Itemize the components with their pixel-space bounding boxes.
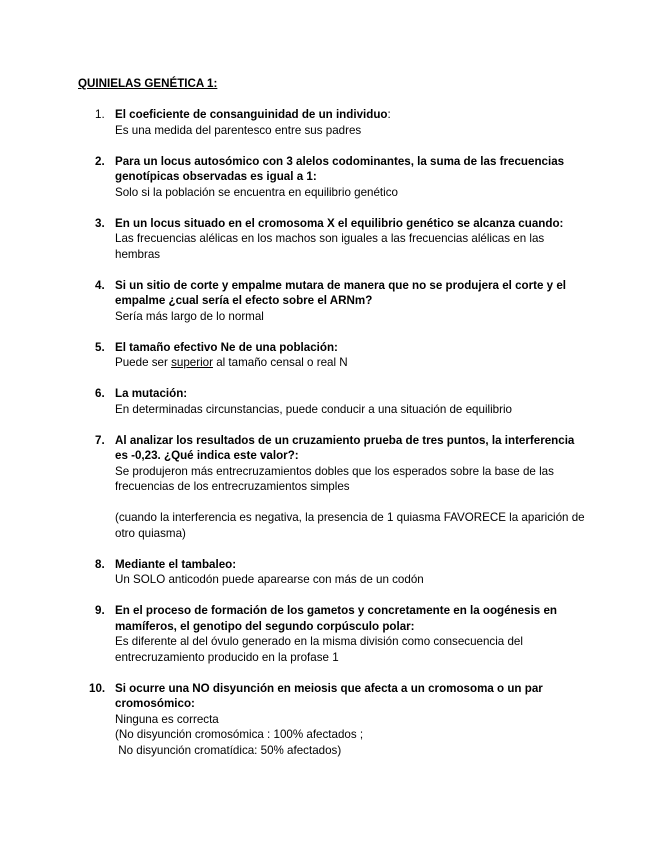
question-item: [95, 278, 585, 325]
answer-text: Se produjeron más entrecruzamientos dobles que los esperados sobre la base de las frecuencias de los entrecruzamientos simples: [115, 464, 554, 493]
answer-text: Es una medida del parentesco entre sus padres: [115, 123, 362, 137]
answer-text: Un SOLO anticodón puede aparearse con más de un codón: [115, 573, 424, 586]
question-item: [95, 557, 585, 588]
question-number: 9.: [95, 604, 105, 617]
question-text: El coeficiente de consanguinidad de un individuo:: [115, 108, 391, 121]
question-text: Mediante el tambaleo:: [115, 557, 237, 571]
question-item: [95, 107, 585, 138]
question-text: Si ocurre una NO disyunción en meiosis que afecta a un cromosoma o un par cromosómico:: [115, 681, 543, 710]
question-number: 7.: [95, 433, 105, 447]
answer-text: Ninguna es correcta: [115, 712, 219, 726]
question-number: 1.: [95, 108, 105, 121]
question-text: En el proceso de formación de los gametos y concretamente en la oogénesis en mamíferos, el genotipo del segundo corpúsculo polar:: [115, 604, 557, 633]
question-text: Si un sitio de corte y empalme mutara de manera que no se produjera el corte y el empalme ¿cual sería el efecto sobre el ARNm?: [115, 278, 567, 307]
question-number: 3.: [95, 216, 105, 230]
question-item: [95, 386, 585, 417]
question-list: [89, 107, 585, 774]
question-item: [89, 681, 585, 759]
question-text: El tamaño efectivo Ne de una población:: [115, 340, 338, 354]
answer-note: (cuando la interferencia es negativa, la presencia de 1 quiasma FAVORECE la aparición de otro quiasma): [115, 511, 585, 540]
question-text: Al analizar los resultados de un cruzamiento prueba de tres puntos, la interferencia es -0,23. ¿Qué indica este valor?:: [115, 433, 575, 462]
question-item: [95, 603, 585, 665]
answer-text: Es diferente al del óvulo generado en la misma división como consecuencia del entrecruzamiento producido en la profase 1: [115, 635, 523, 664]
answer-text-line-2: (No disyunción cromosómica : 100% afectados ;: [115, 728, 364, 741]
answer-text: Las frecuencias alélicas en los machos son iguales a las frecuencias alélicas en las hembras: [115, 232, 545, 261]
question-text: La mutación:: [115, 387, 188, 400]
document-title: QUINIELAS GENÉTICA 1:: [78, 77, 218, 90]
answer-text: Sería más largo de lo normal: [115, 309, 264, 323]
answer-text: Puede ser superior al tamaño censal o real N: [115, 356, 348, 369]
question-number: 5.: [95, 340, 105, 354]
question-item: [95, 340, 585, 371]
question-text: En un locus situado en el cromosoma X el equilibrio genético se alcanza cuando:: [115, 216, 564, 230]
question-item: [95, 433, 585, 542]
question-item: [95, 216, 585, 263]
question-item: [95, 154, 585, 201]
answer-text-line-3: No disyunción cromatídica: 50% afectados): [115, 743, 342, 757]
question-number: 10.: [89, 681, 106, 695]
question-number: 4.: [95, 278, 105, 292]
answer-text: En determinadas circunstancias, puede conducir a una situación de equilibrio: [115, 402, 513, 416]
question-number: 6.: [95, 387, 105, 400]
question-number: 2.: [95, 154, 105, 168]
question-text: Para un locus autosómico con 3 alelos codominantes, la suma de las frecuencias genotípicas observadas es igual a 1:: [115, 154, 565, 183]
underlined-word: superior: [171, 356, 213, 369]
question-number: 8.: [95, 557, 105, 571]
answer-text: Solo si la población se encuentra en equilibrio genético: [115, 185, 398, 199]
